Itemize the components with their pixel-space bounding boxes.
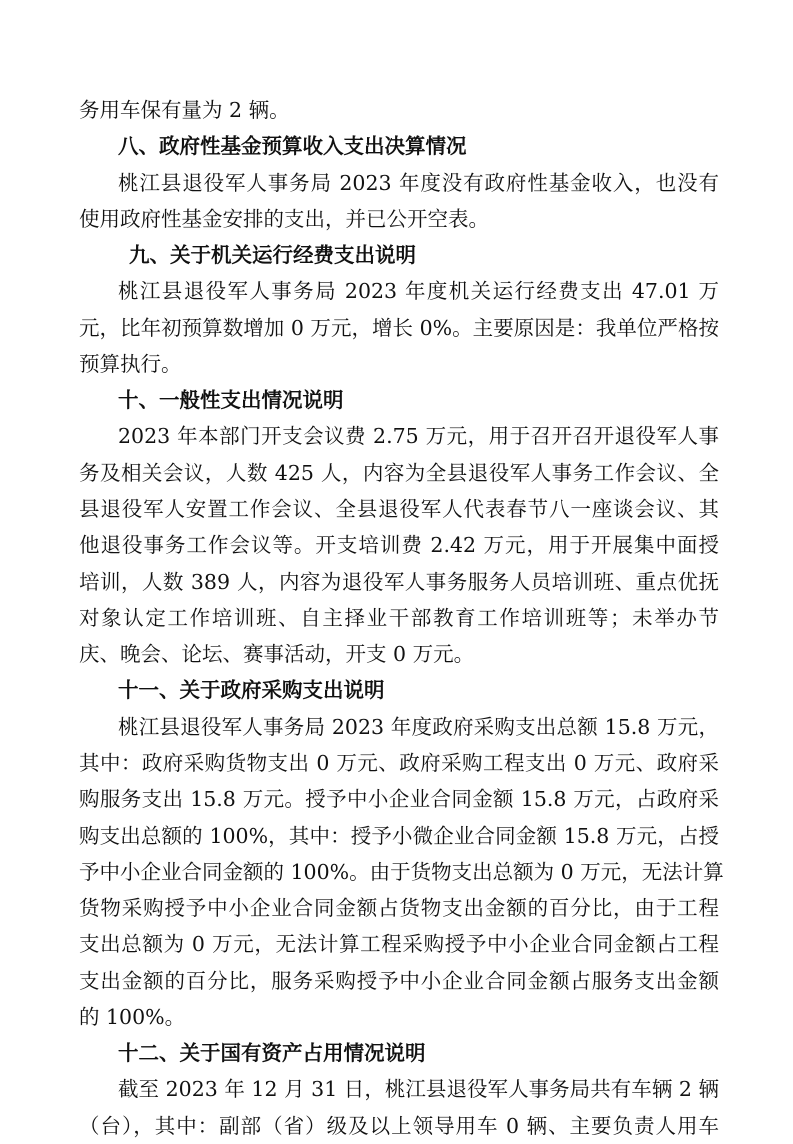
text-line: 购服务支出 15.8 万元。授予中小企业合同金额 15.8 万元，占政府采 bbox=[79, 787, 719, 811]
text-line: 对象认定工作培训班、自主择业干部教育工作培训班等；未举办节 bbox=[79, 606, 719, 630]
section-heading-8: 八、政府性基金预算收入支出决算情况 bbox=[118, 134, 467, 158]
section-heading-11: 十一、关于政府采购支出说明 bbox=[118, 678, 385, 702]
text-line: 其中：政府采购货物支出 0 万元、政府采购工程支出 0 万元、政府采 bbox=[79, 751, 719, 775]
text-line: 元，比年初预算数增加 0 万元，增长 0%。主要原因是：我单位严格按 bbox=[79, 316, 719, 340]
text-line: （台），其中：副部（省）级及以上领导用车 0 辆、主要负责人用车 bbox=[79, 1114, 719, 1138]
text-line: 支出金额的百分比，服务采购授予中小企业合同金额占服务支出金额 bbox=[79, 969, 719, 993]
text-line: 截至 2023 年 12 月 31 日，桃江县退役军人事务局共有车辆 2 辆 bbox=[118, 1077, 719, 1101]
text-line: 桃江县退役军人事务局 2023 年度政府采购支出总额 15.8 万元， bbox=[118, 715, 719, 739]
text-line: 桃江县退役军人事务局 2023 年度机关运行经费支出 47.01 万 bbox=[118, 279, 719, 303]
text-line: 务用车保有量为 2 辆。 bbox=[79, 98, 290, 122]
text-line: 支出总额为 0 万元，无法计算工程采购授予中小企业合同金额占工程 bbox=[79, 932, 719, 956]
text-line: 予中小企业合同金额的 100%。由于货物支出总额为 0 万元，无法计算 bbox=[79, 860, 724, 884]
section-heading-12: 十二、关于国有资产占用情况说明 bbox=[118, 1041, 426, 1065]
section-heading-10: 十、一般性支出情况说明 bbox=[118, 388, 344, 412]
text-line: 他退役事务工作会议等。开支培训费 2.42 万元，用于开展集中面授 bbox=[79, 533, 719, 557]
text-line: 县退役军人安置工作会议、全县退役军人代表春节八一座谈会议、其 bbox=[79, 497, 719, 521]
text-line: 2023 年本部门开支会议费 2.75 万元，用于召开召开退役军人事 bbox=[118, 424, 719, 448]
text-line: 预算执行。 bbox=[79, 352, 182, 376]
text-line: 的 100%。 bbox=[79, 1005, 186, 1029]
text-line: 购支出总额的 100%，其中：授予小微企业合同金额 15.8 万元，占授 bbox=[79, 824, 719, 848]
text-line: 庆、晚会、论坛、赛事活动，开支 0 万元。 bbox=[79, 642, 475, 666]
text-line: 培训，人数 389 人，内容为退役军人事务服务人员培训班、重点优抚 bbox=[79, 570, 719, 594]
section-heading-9: 九、关于机关运行经费支出说明 bbox=[129, 243, 416, 267]
text-line: 务及相关会议，人数 425 人，内容为全县退役军人事务工作会议、全 bbox=[79, 461, 719, 485]
text-line: 使用政府性基金安排的支出，并已公开空表。 bbox=[79, 207, 489, 231]
text-line: 货物采购授予中小企业合同金额占货物支出金额的百分比，由于工程 bbox=[79, 896, 719, 920]
text-line: 桃江县退役军人事务局 2023 年度没有政府性基金收入，也没有 bbox=[118, 171, 719, 195]
